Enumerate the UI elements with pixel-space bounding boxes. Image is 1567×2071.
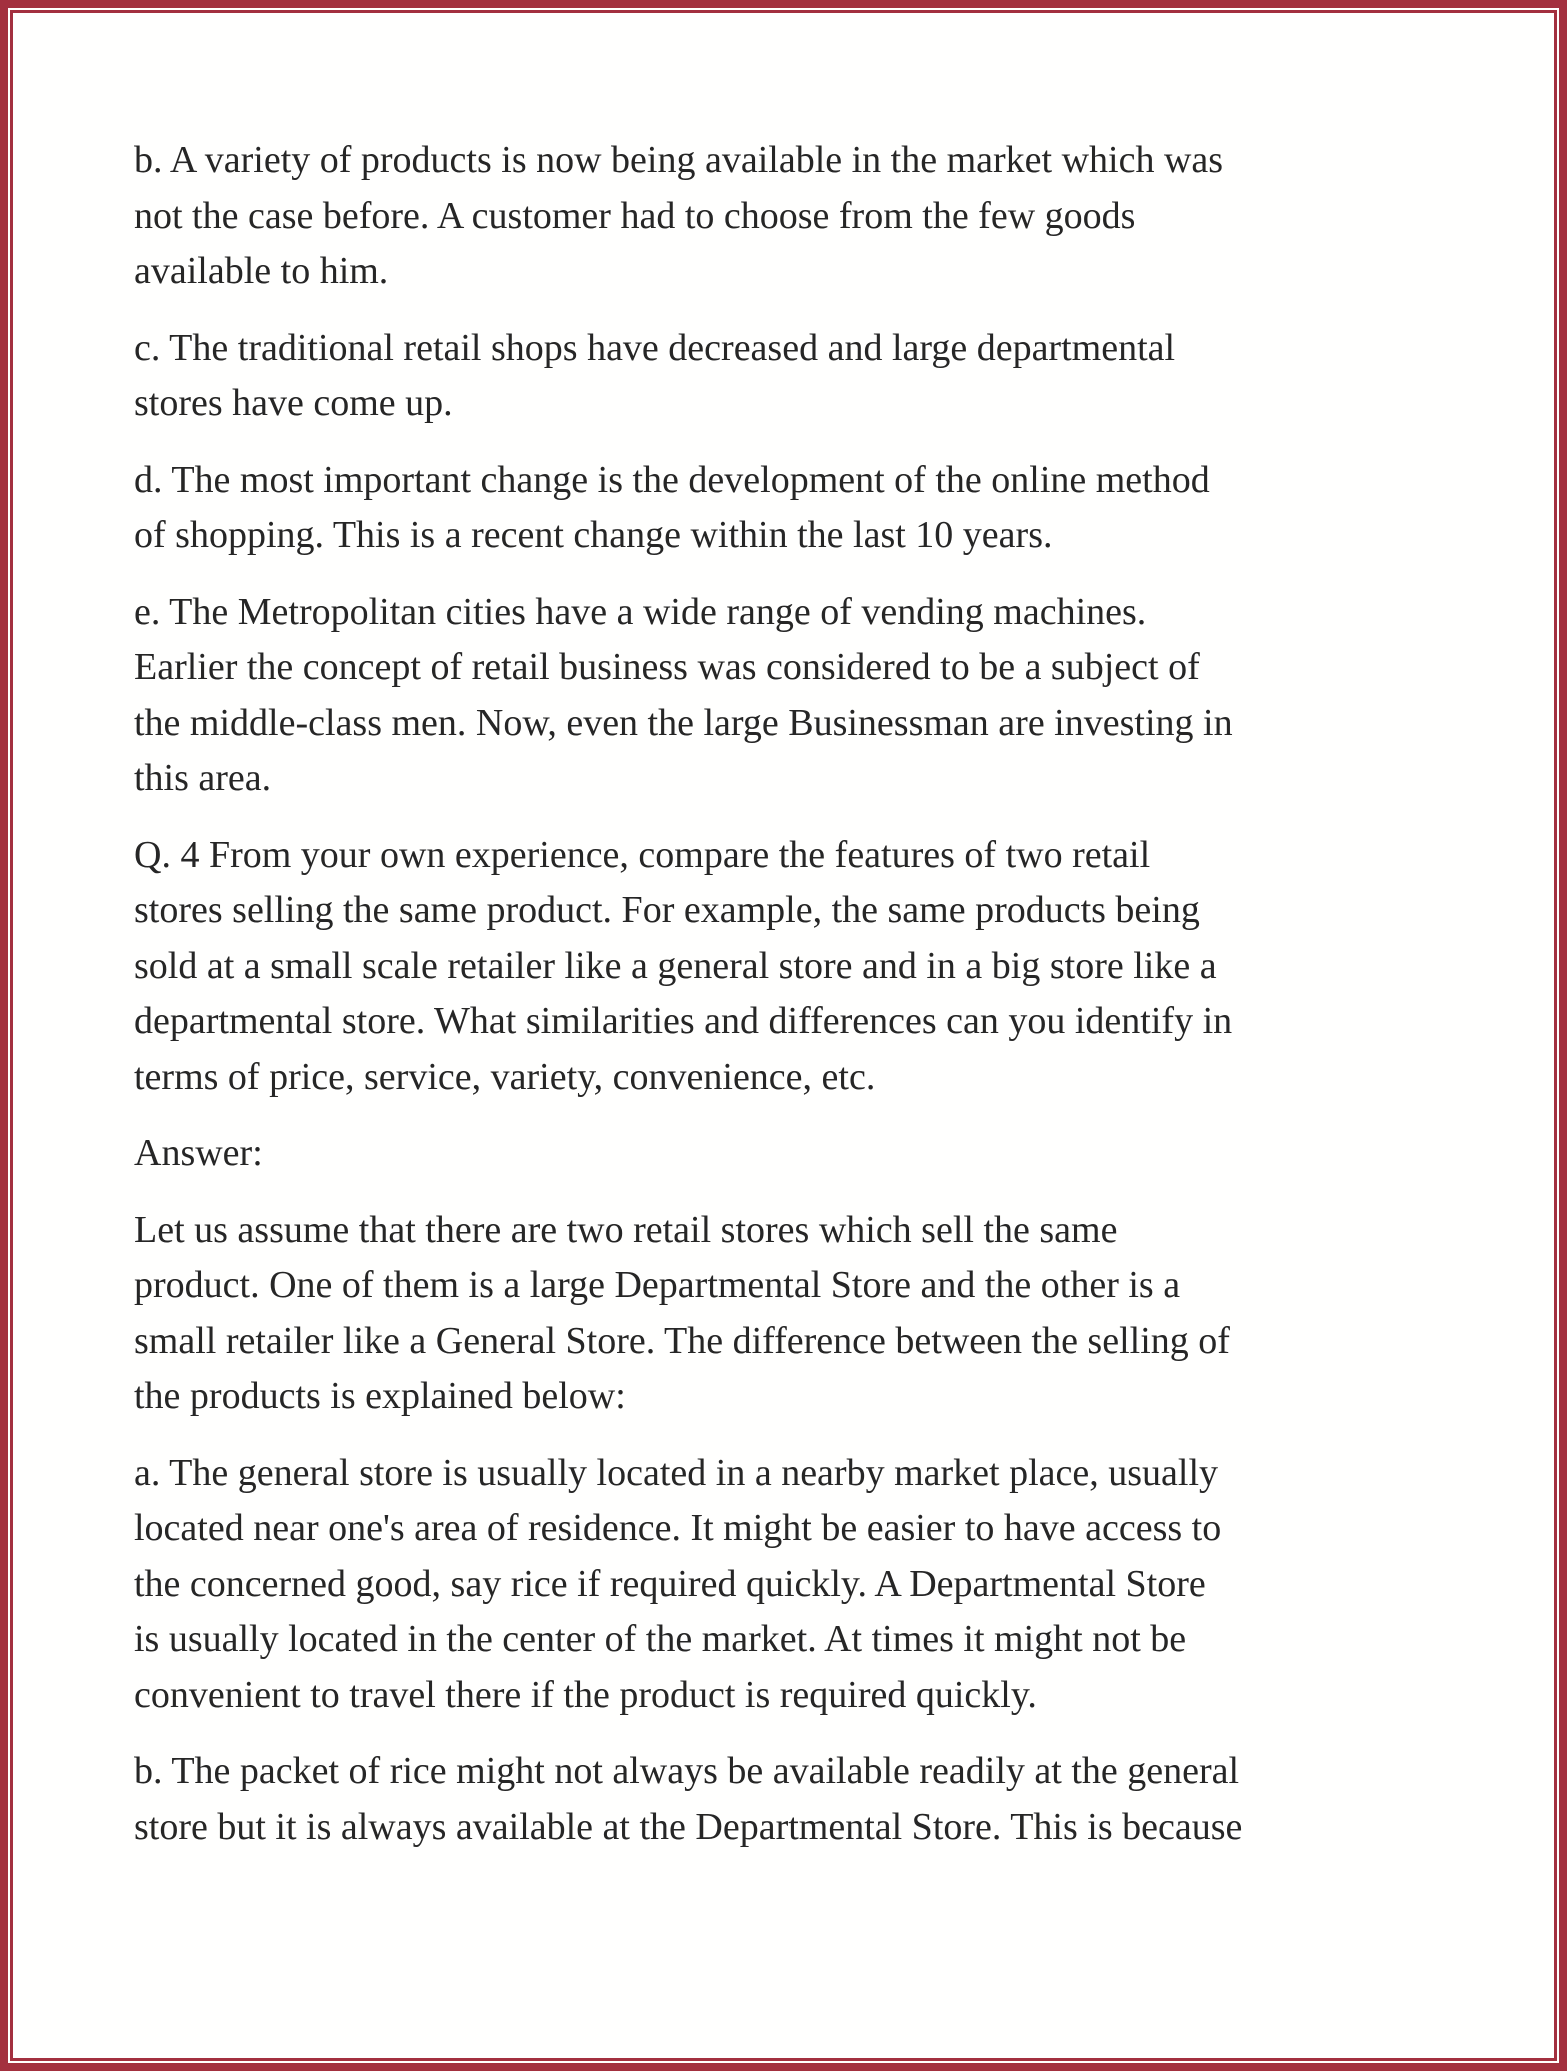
paragraph bbox=[134, 133, 1454, 300]
text-line: store but it is always available at the Departmental Store. This is because bbox=[134, 1805, 1243, 1848]
text-line: b. A variety of products is now being available in the market which was bbox=[134, 139, 1224, 181]
paragraph bbox=[134, 321, 1454, 432]
text-line: Answer: bbox=[134, 1132, 263, 1174]
text-line: product. One of them is a large Departmental Store and the other is a bbox=[134, 1264, 1181, 1306]
text-line: terms of price, service, variety, convenience, etc. bbox=[134, 1055, 876, 1098]
text-line: Let us assume that there are two retail stores which sell the same bbox=[134, 1208, 1118, 1251]
text-line: e. The Metropolitan cities have a wide range of vending machines. bbox=[134, 590, 1147, 633]
text-line: available to him. bbox=[134, 250, 389, 292]
text-line: departmental store. What similarities and differences can you identify in bbox=[134, 1000, 1233, 1042]
paragraph bbox=[134, 828, 1454, 1106]
paragraph bbox=[134, 585, 1454, 807]
paragraph bbox=[134, 1203, 1454, 1425]
text-line: this area. bbox=[134, 757, 272, 799]
text-line: Q. 4 From your own experience, compare the features of two retail bbox=[134, 833, 1151, 876]
text-line: the middle-class men. Now, even the large Businessman are investing in bbox=[134, 701, 1233, 744]
text-line: Earlier the concept of retail business was considered to be a subject of bbox=[134, 646, 1200, 688]
text-line: of shopping. This is a recent change within the last 10 years. bbox=[134, 514, 1053, 556]
text-line: is usually located in the center of the market. At times it might not be bbox=[134, 1618, 1187, 1660]
text-line: not the case before. A customer had to choose from the few goods bbox=[134, 194, 1136, 237]
text-line: sold at a small scale retailer like a general store and in a big store like a bbox=[134, 944, 1217, 987]
text-line: b. The packet of rice might not always be available readily at the general bbox=[134, 1750, 1240, 1792]
text-line: stores have come up. bbox=[134, 382, 453, 424]
text-line: stores selling the same product. For example, the same products being bbox=[134, 889, 1200, 931]
document-body bbox=[134, 133, 1454, 1876]
text-line: convenient to travel there if the product is required quickly. bbox=[134, 1673, 1037, 1716]
text-line: the products is explained below: bbox=[134, 1375, 626, 1417]
text-line: located near one's area of residence. It might be easier to have access to bbox=[134, 1507, 1222, 1549]
text-line: the concerned good, say rice if required quickly. A Departmental Store bbox=[134, 1562, 1206, 1605]
text-line: a. The general store is usually located in a nearby market place, usually bbox=[134, 1451, 1219, 1494]
text-line: small retailer like a General Store. The difference between the selling of bbox=[134, 1319, 1230, 1362]
text-line: d. The most important change is the development of the online method bbox=[134, 458, 1210, 501]
paragraph bbox=[134, 1126, 1454, 1182]
paragraph bbox=[134, 1744, 1454, 1855]
paragraph bbox=[134, 453, 1454, 564]
paragraph bbox=[134, 1446, 1454, 1724]
text-line: c. The traditional retail shops have decreased and large departmental bbox=[134, 326, 1176, 369]
